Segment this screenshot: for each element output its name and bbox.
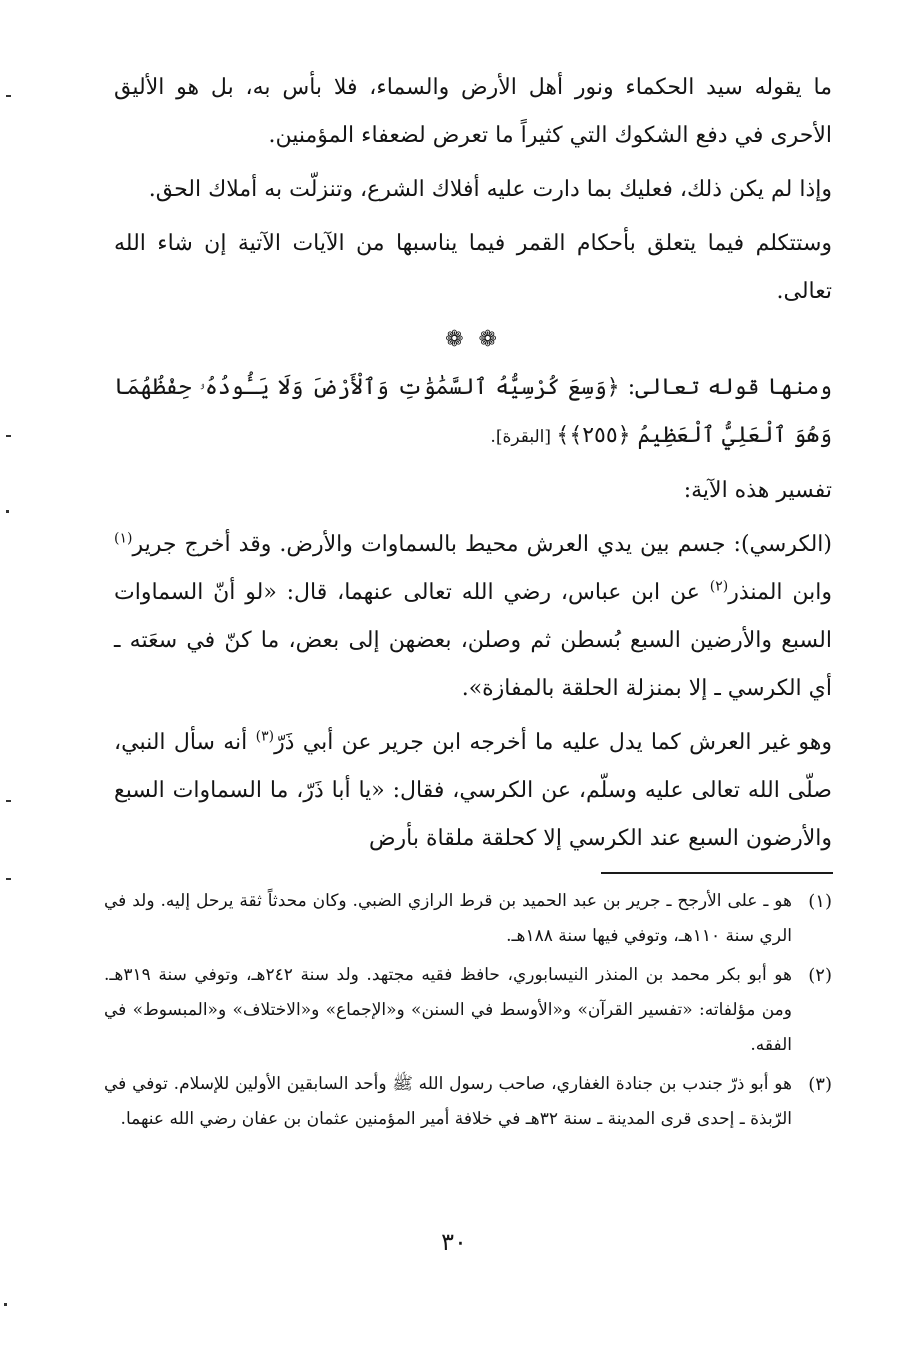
footnote-number: (٢) xyxy=(808,965,832,986)
paragraph-kursi: (الكرسي): جسم بين يدي العرش محيط بالسماوات والأرض. وقد أخرج جرير$^{(١)}$ وابن المنذر$^{(٢)}$ عن ابن عباس، رضي الله تعالى عنهما، قال: «لو أنّ السماوات السبع والأرضين السبع بُسطن ثم وصلن، بعضهن إلى بعض، ما كنّ في سعَته ـ أي الكرسي ـ إلا بمنزلة الحلقة بالمفازة». xyxy=(114,530,832,701)
scan-speck xyxy=(6,510,9,513)
footnote-1 xyxy=(104,884,832,954)
scan-speck xyxy=(6,95,11,97)
footnote-ref-1[interactable]: (١) xyxy=(114,530,133,547)
footnotes xyxy=(104,884,832,1141)
scan-speck xyxy=(6,878,11,880)
footnote-ref-2[interactable]: (٢) xyxy=(709,578,729,595)
scan-speck xyxy=(4,1303,7,1306)
surah-reference: [البقرة]. xyxy=(490,427,557,447)
footnote-3 xyxy=(104,1067,832,1137)
footnote-text: هو ـ على الأرجح ـ جرير بن عبد الحميد بن قرط الرازي الضبي. وكان محدثاً ثقة يرحل إليه. ولد في الري سنة ١١٠هـ، وتوفي فيها سنة ١٨٨هـ. xyxy=(104,891,792,946)
scan-speck xyxy=(6,435,11,437)
section-separator: ❁ ❁ xyxy=(445,327,501,352)
paragraph-2: وإذا لم يكن ذلك، فعليك بما دارت عليه أفلاك الشرع، وتنزلّت به أملاك الحق. xyxy=(148,177,832,202)
footnote-number: (٣) xyxy=(808,1074,832,1095)
footnote-2 xyxy=(104,958,832,1063)
tafsir-heading: تفسير هذه الآية: xyxy=(683,478,832,503)
footnote-ref-3[interactable]: (٣) xyxy=(255,728,275,745)
paragraph-3: وستتكلم فيما يتعلق بأحكام القمر فيما يناسبها من الآيات الآتية إن شاء الله تعالى. xyxy=(114,231,832,304)
page-number: ٣٠ xyxy=(441,1228,467,1256)
paragraph-1: ما يقوله سيد الحكماء ونور أهل الأرض والسماء، فلا بأس به، بل هو الأليق الأحرى في دفع الشكوك التي كثيراً ما تعرض لضعفاء المؤمنين. xyxy=(114,75,832,148)
verse-paragraph xyxy=(114,364,832,461)
quran-verse: ﴿وَسِعَ كُرْسِيُّهُ ٱلسَّمَٰوَٰتِ وَٱلْأَرْضَ وَلَا يَـُٔودُهُۥ حِفْظُهُمَا وَهُوَ ٱلْعَلِيُّ ٱلْعَظِيمُ ﴿٢٥٥﴾﴾ xyxy=(114,375,832,448)
scan-speck xyxy=(6,800,11,802)
footnote-text: هو أبو بكر محمد بن المنذر النيسابوري، حافظ فقيه مجتهد. ولد سنة ٢٤٢هـ، وتوفي سنة ٣١٩هـ. ومن مؤلفاته: «تفسير القرآن» و«الأوسط في السنن» و«الإجماع» و«الاختلاف» و«المبسوط» في الفقه. xyxy=(104,965,792,1055)
verse-intro: ومنها قوله تعالى: xyxy=(619,375,832,400)
main-text xyxy=(114,64,832,863)
footnote-text: هو أبو ذرّ جندب بن جنادة الغفاري، صاحب رسول الله ﷺ وأحد السابقين الأولين للإسلام. توفي في الرّبذة ـ إحدى قرى المدينة ـ سنة ٣٢هـ في خلافة أمير المؤمنين عثمان بن عفان رضي الله عنهما. xyxy=(104,1074,792,1129)
footnote-divider xyxy=(601,872,833,874)
footnote-number: (١) xyxy=(808,891,832,912)
paragraph-arsh: وهو غير العرش كما يدل عليه ما أخرجه ابن جرير عن أبي ذَرّ$^{(٣)}$ أنه سأل النبي، صلّى الله تعالى عليه وسلّم، عن الكرسي، فقال: «يا أبا ذَرّ، ما السماوات السبع والأرضون السبع عند الكرسي إلا كحلقة ملقاة بأرض xyxy=(114,728,832,851)
